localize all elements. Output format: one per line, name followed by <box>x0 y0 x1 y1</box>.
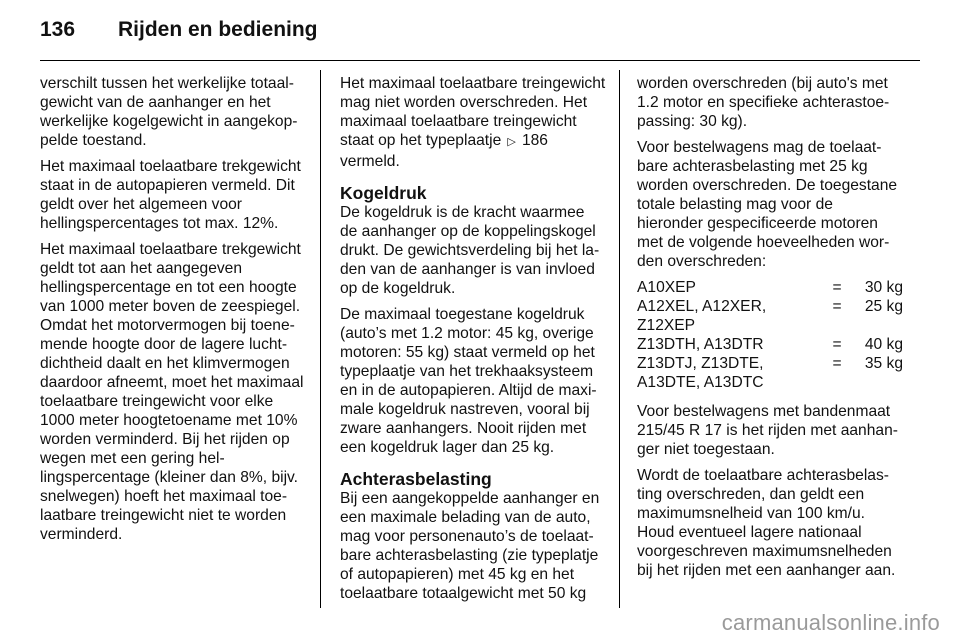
text-column-2 <box>340 74 606 610</box>
paragraph: Het maximaal toelaatbare trekgewicht staat in de autopapieren vermeld. Dit geldt over het algemeen voor hellingspercentages tot max. 12%. <box>40 158 301 232</box>
allowance-value: 25 kg <box>864 298 903 315</box>
equals-sign: = <box>832 298 842 315</box>
table-row <box>637 335 903 354</box>
engine-codes: A12XEL, A12XER, Z12XEP <box>637 298 767 334</box>
site-watermark: carmanualsonline.info <box>721 610 940 635</box>
engine-codes: A10XEP <box>637 279 696 296</box>
allowance-value: 40 kg <box>864 336 903 353</box>
equals-sign: = <box>832 279 842 296</box>
paragraph: Wordt de toelaatbare achterasbelasting overschreden, dan geldt een maximumsnelheid van 100 km/u. Houd eventueel lagere nationaal voorgeschreven maximumsnelheden bij het rijden met een aanhanger aan. <box>637 467 896 579</box>
allowance-value: 35 kg <box>864 355 903 372</box>
paragraph: Het maximaal toelaatbare trekgewicht geldt tot aan het aangegeven hellingspercentage en tot een hoogte van 1000 meter boven de zeespiegel. Omdat het motorvermogen bij toenemende hoogte door de lagere luchtdichtheid daalt en het klimvermogen daardoor afneemt, moet het maximaal toelaatbare treingewicht voor elke 1000 meter hoogtetoename met 10% worden verminderd. Bij het rijden op wegen met een gering hellingspercentage (kleiner dan 8%, bijv. snelwegen) hoeft het maximaal toelaatbare treingewicht niet te worden verminderd. <box>40 241 304 543</box>
paragraph-text: vermeld. <box>340 153 400 170</box>
paragraph: De maximaal toegestane kogeldruk (auto’s met 1.2 motor: 45 kg, overige motoren: 55 kg) staat vermeld op het typeplaatje van het trekhaaksysteem en in de autopapieren. Altijd de maximale kogeldruk nastreven, vooral bij zware aanhangers. Nooit rijden met een kogeldruk lager dan 25 kg. <box>340 306 597 456</box>
engine-allowance-table <box>637 278 903 392</box>
paragraph: De kogeldruk is de kracht waarmee de aanhanger op de koppelingskogel drukt. De gewichtsverdeling bij het laden van de aanhanger is van invloed op de kogeldruk. <box>340 204 600 297</box>
paragraph: worden overschreden (bij auto's met 1.2 motor en specifieke achterastoepassing: 30 kg). <box>637 75 890 130</box>
paragraph-with-reference <box>340 74 606 171</box>
paragraph-text: Het maximaal toelaatbare treingewicht mag niet worden overschreden. Het maximaal toelaatbare treingewicht staat op het typeplaatje <box>340 75 606 149</box>
section-heading-kogeldruk: Kogeldruk <box>340 183 427 203</box>
header-divider <box>40 60 920 61</box>
page-title: Rijden en bediening <box>118 18 318 41</box>
paragraph: Voor bestelwagens met bandenmaat 215/45 R 17 is het rijden met aanhanger niet toegestaan. <box>637 403 898 458</box>
section-heading-achterasbelasting: Achterasbelasting <box>340 469 492 489</box>
table-row <box>637 297 903 335</box>
text-column-1 <box>40 74 306 551</box>
table-row <box>637 354 903 392</box>
paragraph: Voor bestelwagens mag de toelaatbare achterasbelasting met 25 kg worden overschreden. De toegestane totale belasting mag voor de hieronder gespecificeerde motoren met de volgende hoeveelheden worden overschreden: <box>637 139 898 270</box>
page-number: 136 <box>40 18 76 41</box>
allowance-value: 30 kg <box>864 279 903 296</box>
page-reference-link[interactable]: 186 <box>521 132 548 149</box>
engine-codes: Z13DTJ, Z13DTE, A13DTE, A13DTC <box>637 355 764 391</box>
column-divider-left <box>320 70 321 608</box>
paragraph: verschilt tussen het werkelijke totaalgewicht van de aanhanger en het werkelijke kogelgewicht in aangekoppelde toestand. <box>40 75 298 149</box>
page-header <box>40 18 318 48</box>
arrow-reference-icon: ▷ <box>507 136 516 148</box>
equals-sign: = <box>832 336 842 353</box>
equals-sign: = <box>832 355 842 372</box>
paragraph: Bij een aangekoppelde aanhanger en een maximale belading van de auto, mag voor personenauto’s de toelaatbare achterasbelasting (zie typeplatje of autopapieren) met 45 kg en het toelaatbare totaalgewicht met 50 kg <box>340 490 600 602</box>
engine-codes: Z13DTH, A13DTR <box>637 336 764 353</box>
text-column-3 <box>637 74 903 587</box>
column-divider-right <box>619 70 620 608</box>
table-row <box>637 278 903 297</box>
